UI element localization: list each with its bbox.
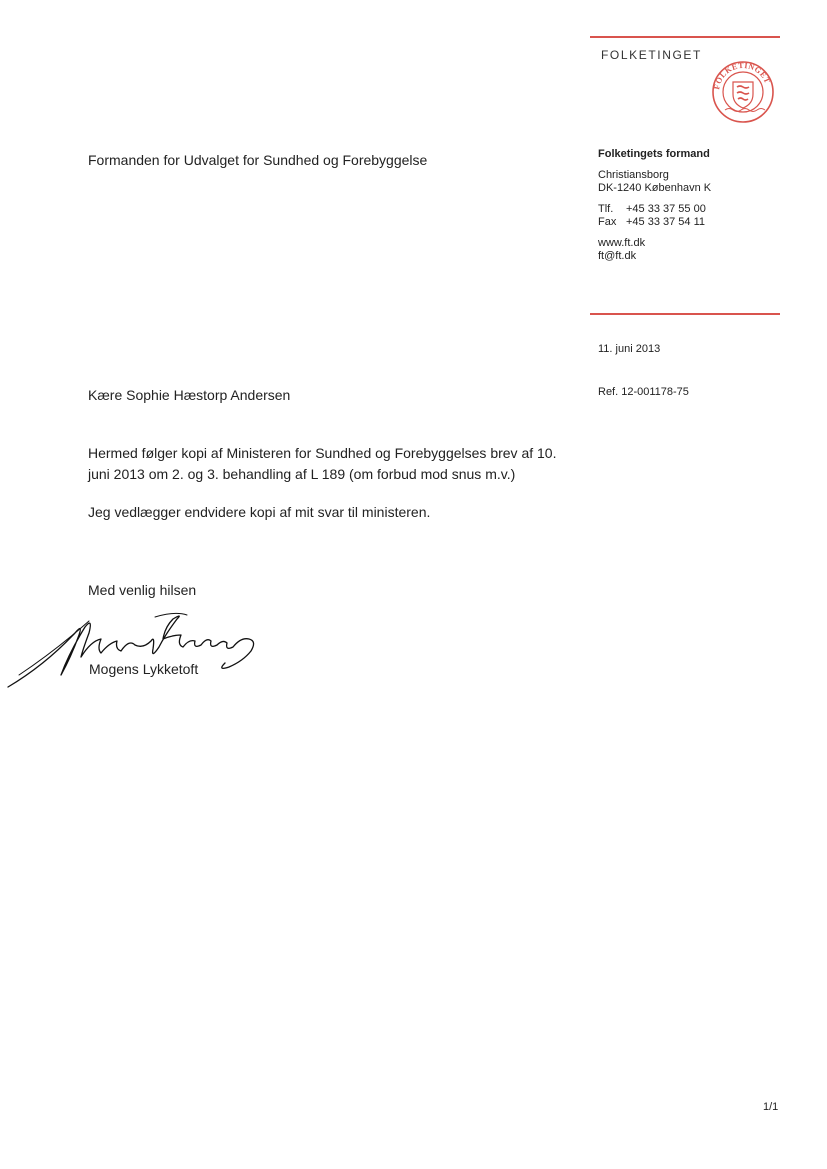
- sender-rule: [590, 313, 780, 315]
- recipient-line: Formanden for Udvalget for Sundhed og Forebyggelse: [88, 152, 428, 168]
- body-paragraph-2: Jeg vedlægger endvidere kopi af mit svar til ministeren.: [88, 504, 431, 520]
- email: ft@ft.dk: [598, 250, 637, 262]
- seal-text: FOLKETINGET: [712, 60, 773, 91]
- fax-row: [598, 216, 788, 230]
- page-number: 1/1: [763, 1101, 779, 1113]
- signer-name: Mogens Lykketoft: [89, 661, 199, 677]
- brand-name: FOLKETINGET: [601, 48, 702, 62]
- address-line-2: DK-1240 København K: [598, 182, 712, 194]
- phone-label: Tlf.: [598, 202, 614, 215]
- phone-number: +45 33 37 55 00: [626, 202, 706, 215]
- letter-date: 11. juni 2013: [598, 343, 661, 355]
- reference-number: Ref. 12-001178-75: [598, 386, 689, 398]
- closing: Med venlig hilsen: [88, 582, 197, 598]
- sender-title: Folketingets formand: [598, 148, 710, 160]
- salutation: Kære Sophie Hæstorp Andersen: [88, 387, 291, 403]
- body-paragraph-1-line-1: Hermed følger kopi af Ministeren for Sundhed og Forebyggelses brev af 10.: [88, 445, 557, 461]
- body-paragraph-1: [88, 443, 568, 485]
- sender-block: [598, 148, 788, 264]
- website: www.ft.dk: [598, 236, 646, 249]
- address-line-1: Christiansborg: [598, 168, 669, 181]
- folketinget-seal-icon: [711, 60, 775, 129]
- fax-number: +45 33 37 54 11: [626, 216, 706, 228]
- fax-label: Fax: [598, 216, 617, 228]
- header-rule: [590, 36, 780, 38]
- phone-row: [598, 203, 788, 217]
- body-paragraph-1-line-2: juni 2013 om 2. og 3. behandling af L 189 (om forbud mod snus m.v.): [88, 466, 516, 482]
- handwritten-signature: [5, 605, 265, 695]
